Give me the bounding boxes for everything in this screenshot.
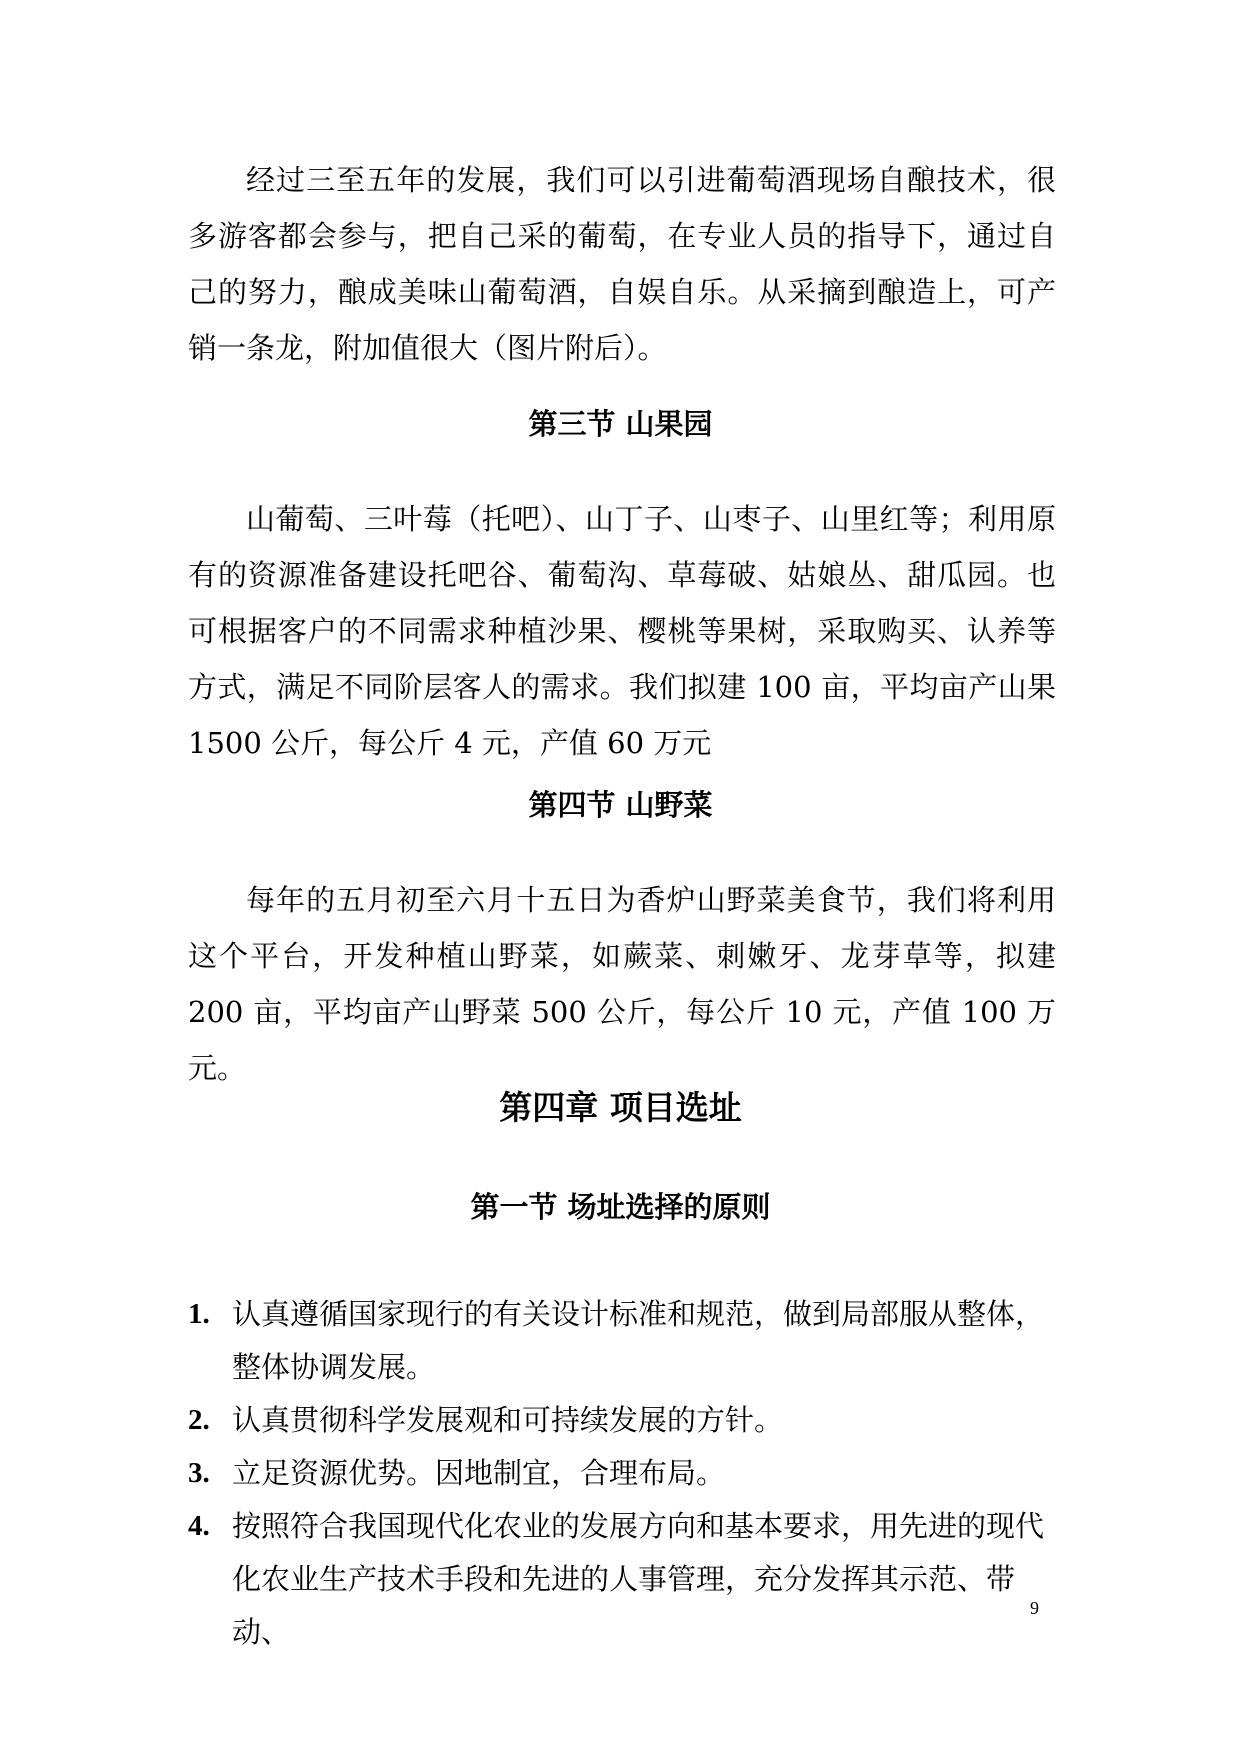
list-item-text: 认真贯彻科学发展观和可持续发展的方针。 [232,1403,784,1437]
list-item [188,1394,1056,1447]
list-item-number: 4. [188,1510,210,1542]
paragraph-mountain-orchard: 山葡萄、三叶莓（托吧）、山丁子、山枣子、山里红等；利用原有的资源准备建设托吧谷、葡萄沟、草莓破、姑娘丛、甜瓜园。也可根据客户的不同需求种植沙果、樱桃等果树，采取购买、认养等方式，满足不同阶层客人的需求。我们拟建 100 亩，平均亩产山果 1500 公斤，每公斤 4 元，产值 60 万元 [188,502,1056,760]
list-item [188,1447,1056,1500]
list-item-text: 按照符合我国现代化农业的发展方向和基本要求，用先进的现代化农业生产技术手段和先进的人事管理，充分发挥其示范、带动、 [232,1509,1045,1649]
paragraph-wild-vegetables: 每年的五月初至六月十五日为香炉山野菜美食节，我们将利用这个平台，开发种植山野菜，如蕨菜、刺嫩牙、龙芽草等，拟建 200 亩，平均亩产山野菜 500 公斤，每公斤 10 元，产值 100 万元。 [188,883,1056,1085]
page-number: 9 [1030,1598,1039,1618]
paragraph-wine-making: 经过三至五年的发展，我们可以引进葡萄酒现场自酿技术，很多游客都会参与，把自己采的葡萄，在专业人员的指导下，通过自己的努力，酿成美味山葡萄酒，自娱自乐。从采摘到酿造上，可产销一条龙，附加值很大（图片附后）。 [188,163,1056,365]
list-item-number: 3. [188,1457,210,1489]
section-heading-site-principles: 第一节 场址选择的原则 [470,1190,771,1224]
list-item [188,1500,1056,1659]
list-item-text: 立足资源优势。因地制宜，合理布局。 [232,1456,726,1490]
section-heading-mountain-orchard: 第三节 山果园 [528,407,713,441]
list-item-number: 2. [188,1404,210,1436]
list-item-text: 认真遵循国家现行的有关设计标准和规范，做到局部服从整体，整体协调发展。 [232,1297,1045,1384]
principles-list [188,1288,1056,1659]
list-item [188,1288,1056,1394]
chapter-heading-site-selection: 第四章 项目选址 [499,1088,742,1127]
section-heading-wild-vegetables: 第四节 山野菜 [528,788,713,822]
list-item-number: 1. [188,1298,210,1330]
